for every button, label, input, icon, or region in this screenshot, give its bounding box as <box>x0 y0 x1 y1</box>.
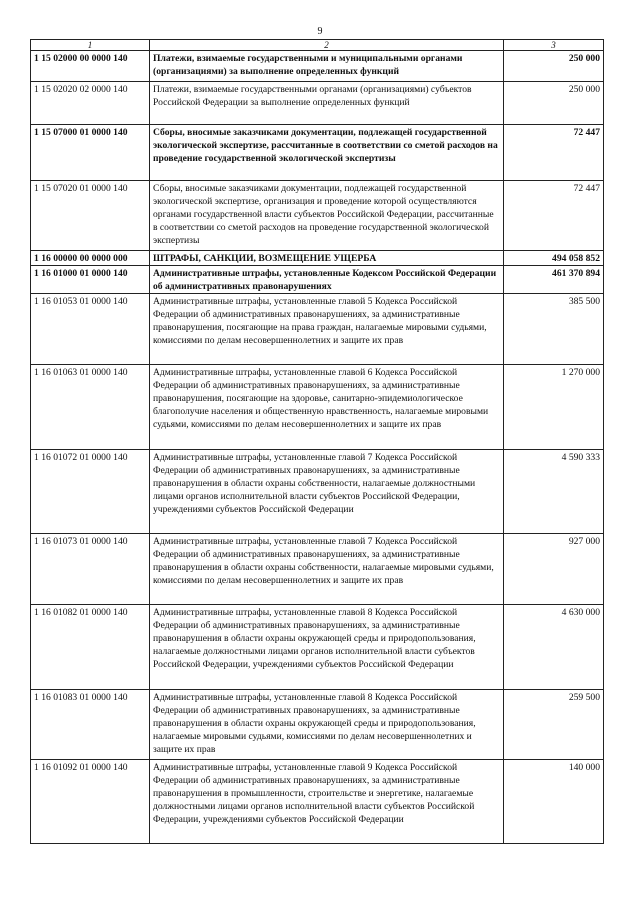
table-row <box>31 690 604 760</box>
row-code-cell: 1 15 02020 02 0000 140 <box>31 82 150 125</box>
table-row <box>31 365 604 450</box>
row-name-cell: ШТРАФЫ, САНКЦИИ, ВОЗМЕЩЕНИЕ УЩЕРБА <box>150 251 504 266</box>
row-name-cell: Административные штрафы, установленные главой 8 Кодекса Российской Федерации об административных правонарушениях, за административные правонарушения в области охраны окружающей среды и природопользования, налагаемые мировыми судьями, комиссиями по делам несовершеннолетних и защите их прав <box>150 690 504 760</box>
table-row <box>31 266 604 294</box>
table-header-row <box>31 40 604 51</box>
header-col-name: 2 <box>150 40 504 51</box>
table-row <box>31 51 604 82</box>
row-code-cell: 1 15 07000 01 0000 140 <box>31 125 150 181</box>
page-number: 9 <box>317 26 323 37</box>
row-amount-cell: 461 370 894 <box>504 266 604 294</box>
table-row <box>31 534 604 605</box>
row-amount-cell: 250 000 <box>504 82 604 125</box>
row-name-cell: Сборы, вносимые заказчиками документации, подлежащей государственной экологической экспертизе, рассчитанные в соответствии со сметой расходов на проведение государственной экологической экспертизы <box>150 125 504 181</box>
row-code-cell: 1 16 01063 01 0000 140 <box>31 365 150 450</box>
row-name-cell: Административные штрафы, установленные главой 8 Кодекса Российской Федерации об административных правонарушениях, за административные правонарушения в области охраны окружающей среды и природопользования, налагаемые должностными лицами органов исполнительной власти субъектов Российской Федерации, учреждениями субъектов Российской Федерации <box>150 605 504 690</box>
budget-revenue-table <box>30 39 604 844</box>
table-row <box>31 760 604 844</box>
row-name-cell: Административные штрафы, установленные главой 7 Кодекса Российской Федерации об административных правонарушениях, за административные правонарушения в области охраны собственности, налагаемые мировыми судьями, комиссиями по делам несовершеннолетних и защите их прав <box>150 534 504 605</box>
header-col-amount: 3 <box>504 40 604 51</box>
row-name-cell: Административные штрафы, установленные Кодексом Российской Федерации об административных правонарушениях <box>150 266 504 294</box>
row-name-cell: Сборы, вносимые заказчиками документации, подлежащей государственной экологической экспертизе, организация и проведение которой осуществляются органами государственной власти субъектов Российской Федерации, рассчитанные в соответствии со сметой расходов на проведение государственной экологической экспертизы <box>150 181 504 251</box>
row-code-cell: 1 16 00000 00 0000 000 <box>31 251 150 266</box>
row-amount-cell: 494 058 852 <box>504 251 604 266</box>
table-row <box>31 181 604 251</box>
row-code-cell: 1 16 01053 01 0000 140 <box>31 294 150 365</box>
table-row <box>31 82 604 125</box>
row-amount-cell: 72 447 <box>504 125 604 181</box>
row-code-cell: 1 16 01083 01 0000 140 <box>31 690 150 760</box>
row-code-cell: 1 16 01082 01 0000 140 <box>31 605 150 690</box>
row-name-cell: Административные штрафы, установленные главой 9 Кодекса Российской Федерации об административных правонарушениях, за административные правонарушения в промышленности, строительстве и энергетике, налагаемые должностными лицами органов исполнительной власти субъектов Российской Федерации, учреждениями субъектов Российской Федерации <box>150 760 504 844</box>
row-amount-cell: 140 000 <box>504 760 604 844</box>
table-row <box>31 450 604 534</box>
table-row <box>31 294 604 365</box>
row-name-cell: Административные штрафы, установленные главой 5 Кодекса Российской Федерации об административных правонарушениях, за административные правонарушения, посягающие на права граждан, налагаемые мировыми судьями, комиссиями по делам несовершеннолетних и защите их прав <box>150 294 504 365</box>
row-name-cell: Платежи, взимаемые государственными органами (организациями) субъектов Российской Федерации за выполнение определенных функций <box>150 82 504 125</box>
table-row <box>31 125 604 181</box>
row-amount-cell: 72 447 <box>504 181 604 251</box>
row-code-cell: 1 16 01000 01 0000 140 <box>31 266 150 294</box>
row-amount-cell: 385 500 <box>504 294 604 365</box>
table-row <box>31 251 604 266</box>
row-code-cell: 1 16 01073 01 0000 140 <box>31 534 150 605</box>
row-name-cell: Платежи, взимаемые государственными и муниципальными органами (организациями) за выполнение определенных функций <box>150 51 504 82</box>
table-row <box>31 605 604 690</box>
row-name-cell: Административные штрафы, установленные главой 6 Кодекса Российской Федерации об административных правонарушениях, за административные правонарушения, посягающие на здоровье, санитарно-эпидемиологическое благополучие населения и общественную нравственность, налагаемые мировыми судьями, комиссиями по делам несовершеннолетних и защите их прав <box>150 365 504 450</box>
row-code-cell: 1 16 01092 01 0000 140 <box>31 760 150 844</box>
row-amount-cell: 4 590 333 <box>504 450 604 534</box>
row-code-cell: 1 16 01072 01 0000 140 <box>31 450 150 534</box>
row-amount-cell: 4 630 000 <box>504 605 604 690</box>
row-amount-cell: 259 500 <box>504 690 604 760</box>
row-amount-cell: 1 270 000 <box>504 365 604 450</box>
row-amount-cell: 250 000 <box>504 51 604 82</box>
row-code-cell: 1 15 07020 01 0000 140 <box>31 181 150 251</box>
row-code-cell: 1 15 02000 00 0000 140 <box>31 51 150 82</box>
header-col-code: 1 <box>31 40 150 51</box>
row-name-cell: Административные штрафы, установленные главой 7 Кодекса Российской Федерации об административных правонарушениях, за административные правонарушения в области охраны собственности, налагаемые должностными лицами органов исполнительной власти субъектов Российской Федерации, учреждениями субъектов Российской Федерации <box>150 450 504 534</box>
row-amount-cell: 927 000 <box>504 534 604 605</box>
